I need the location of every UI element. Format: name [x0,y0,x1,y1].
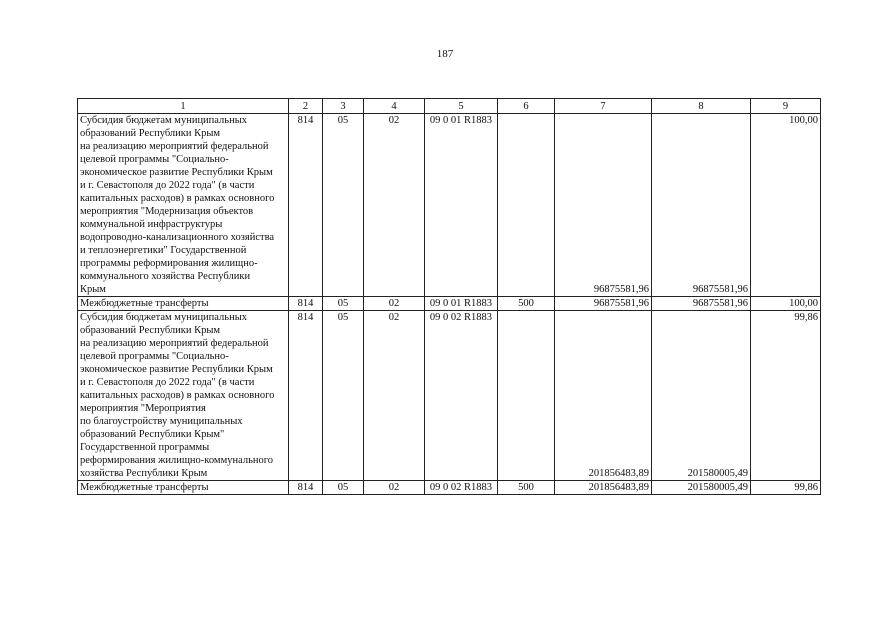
column-header: 2 [289,99,323,114]
column-header: 6 [498,99,555,114]
expense-type-code [498,114,555,297]
executed-amount: 201580005,49 [652,311,751,481]
executed-amount: 201580005,49 [652,481,751,495]
planned-amount: 201856483,89 [555,311,652,481]
row-description: Субсидия бюджетам муниципальных образований Республики Крым на реализацию мероприятий федеральной целевой программы "Социально- экономическое развитие Республики Крым и г. Севастополя до 2022 года" (в части капитальных расходов) в рамках основного мероприятия "Модернизация объектов коммунальной инфраструктуры водопроводно-канализационного хозяйства и теплоэнергетики" Государственной программы реформирования жилищно- коммунального хозяйства Республики Крым [78,114,289,297]
row-description: Субсидия бюджетам муниципальных образований Республики Крым на реализацию мероприятий федеральной целевой программы "Социально- экономическое развитие Республики Крым и г. Севастополя до 2022 года" (в части капитальных расходов) в рамках основного мероприятия "Мероприятия по благоустройству муниципальных образований Республики Крым" Государственной программы реформирования жилищно-коммунального хозяйства Республики Крым [78,311,289,481]
page-number: 187 [436,48,454,60]
column-header: 7 [555,99,652,114]
table-row [78,114,821,297]
column-header: 4 [364,99,425,114]
column-header: 3 [323,99,364,114]
expense-type-code: 500 [498,481,555,495]
column-header: 8 [652,99,751,114]
execution-percent: 100,00 [751,297,821,311]
planned-amount: 201856483,89 [555,481,652,495]
column-header: 5 [425,99,498,114]
table-row [78,297,821,311]
section-code: 05 [323,114,364,297]
ministry-code: 814 [289,114,323,297]
column-header: 1 [78,99,289,114]
planned-amount: 96875581,96 [555,114,652,297]
planned-amount: 96875581,96 [555,297,652,311]
column-header: 9 [751,99,821,114]
execution-percent: 99,86 [751,311,821,481]
table-row [78,481,821,495]
subsection-code: 02 [364,114,425,297]
expense-type-code: 500 [498,297,555,311]
ministry-code: 814 [289,481,323,495]
row-description: Межбюджетные трансферты [78,481,289,495]
target-article-code: 09 0 02 R1883 [425,311,498,481]
expense-type-code [498,311,555,481]
section-code: 05 [323,311,364,481]
ministry-code: 814 [289,311,323,481]
header-row [78,99,821,114]
budget-table [77,98,821,495]
executed-amount: 96875581,96 [652,297,751,311]
section-code: 05 [323,481,364,495]
executed-amount: 96875581,96 [652,114,751,297]
execution-percent: 100,00 [751,114,821,297]
target-article-code: 09 0 01 R1883 [425,114,498,297]
subsection-code: 02 [364,311,425,481]
target-article-code: 09 0 01 R1883 [425,297,498,311]
section-code: 05 [323,297,364,311]
row-description: Межбюджетные трансферты [78,297,289,311]
execution-percent: 99,86 [751,481,821,495]
target-article-code: 09 0 02 R1883 [425,481,498,495]
table-row [78,311,821,481]
subsection-code: 02 [364,481,425,495]
subsection-code: 02 [364,297,425,311]
ministry-code: 814 [289,297,323,311]
